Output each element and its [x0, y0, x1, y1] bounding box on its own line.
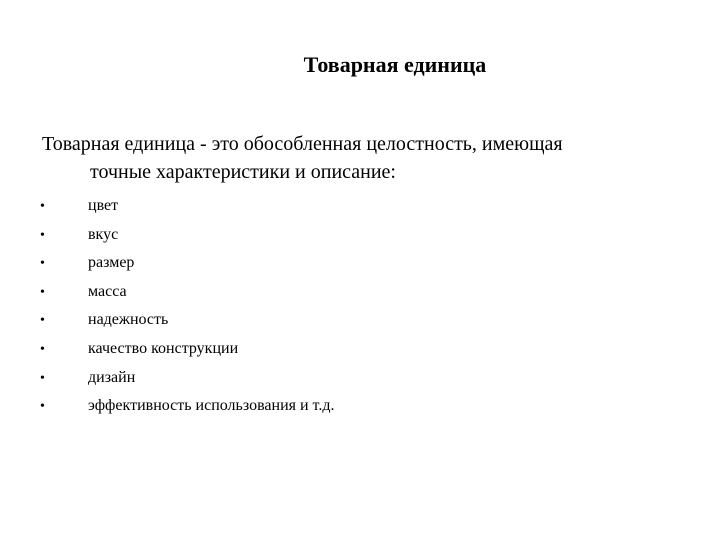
bullet-icon: • — [40, 227, 45, 243]
list-item-text: цвет — [88, 197, 119, 214]
bullet-icon: • — [40, 341, 45, 357]
list-item — [40, 249, 334, 278]
bullet-icon: • — [40, 399, 45, 415]
intro-paragraph — [42, 130, 702, 186]
list-item-text: дизайн — [88, 368, 136, 386]
bullet-icon: • — [40, 284, 45, 300]
list-item-text: качество конструкции — [88, 339, 239, 357]
list-item-text: эффективность использования и т.д. — [88, 397, 335, 415]
bullet-icon: • — [40, 313, 45, 329]
slide-title-text: Товарная единица — [303, 52, 487, 77]
intro-line-1: Товарная единица - это обособленная целостность, имеющая — [42, 133, 563, 155]
bullet-icon: • — [40, 199, 45, 214]
list-item-text: надежность — [88, 311, 169, 329]
list-item — [40, 364, 334, 393]
slide-title — [0, 52, 720, 78]
bullet-icon: • — [40, 256, 45, 272]
list-item-text: размер — [88, 254, 135, 272]
list-item-text: масса — [88, 282, 127, 300]
list-item — [40, 335, 334, 364]
characteristics-list — [40, 192, 334, 421]
bullet-icon: • — [40, 370, 45, 386]
list-item — [40, 278, 334, 307]
list-item-text: вкус — [88, 225, 119, 243]
list-item — [40, 221, 334, 250]
list-item — [40, 306, 334, 335]
list-item — [40, 192, 334, 221]
list-item — [40, 392, 334, 421]
intro-line-2: точные характеристики и описание: — [90, 161, 396, 183]
